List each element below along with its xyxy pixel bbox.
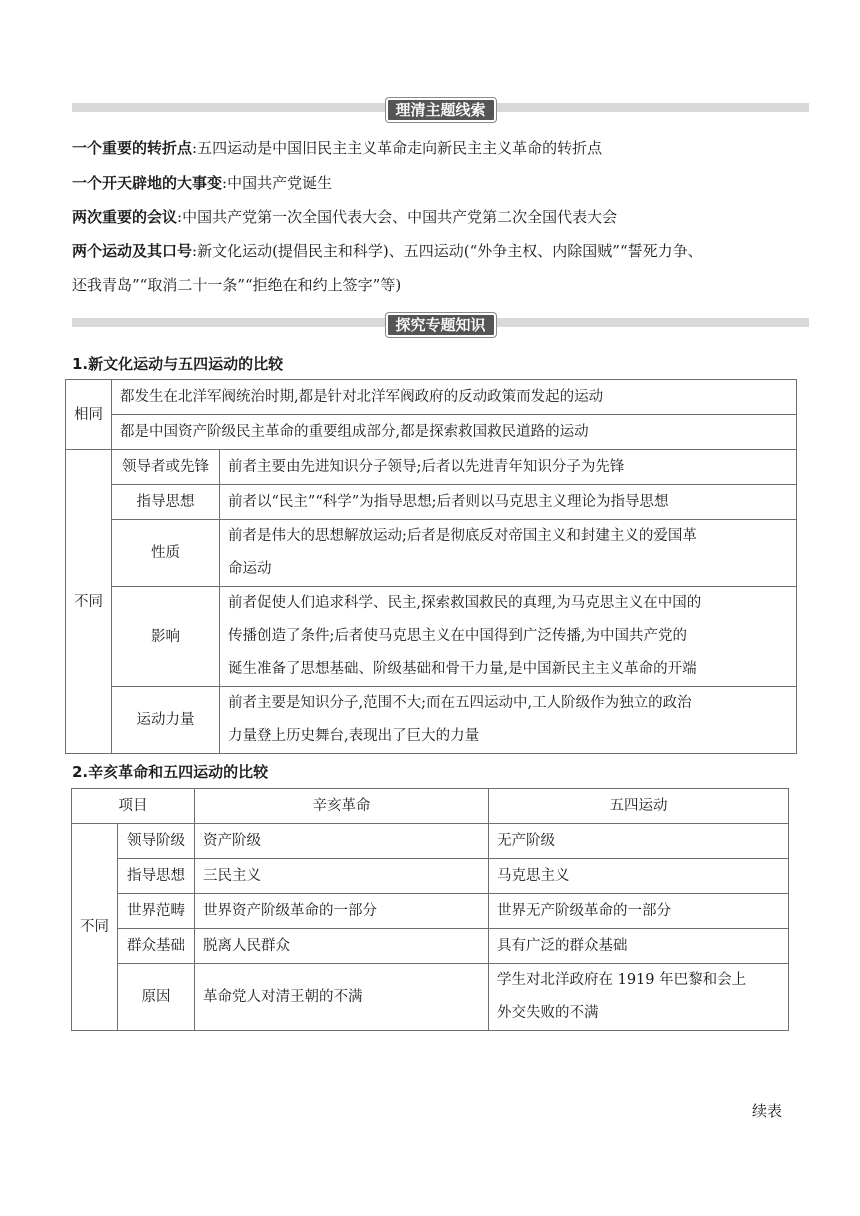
comparison-table-2 — [71, 788, 789, 1031]
section-banner-clues — [72, 98, 809, 118]
item-cell: 群众基础 — [118, 929, 195, 964]
table-row — [72, 824, 789, 859]
table-cell: 前者主要是知识分子,范围不大;而在五四运动中,工人阶级作为独立的政治 力量登上历史舞台,表现出了巨大的力量 — [220, 687, 797, 754]
table-cell: 革命党人对清王朝的不满 — [195, 964, 489, 1031]
table-cell: 资产阶级 — [195, 824, 489, 859]
item-cell: 指导思想 — [118, 859, 195, 894]
table-row — [66, 485, 797, 520]
clue-line: 两次重要的会议:中国共产党第一次全国代表大会、中国共产党第二次全国代表大会 — [72, 208, 618, 226]
clue-line: 一个重要的转折点:五四运动是中国旧民主主义革命走向新民主主义革命的转折点 — [72, 139, 603, 157]
continued-label: 续表 — [752, 1102, 783, 1120]
table-cell: 都是中国资产阶级民主革命的重要组成部分,都是探索救国救民道路的运动 — [112, 415, 797, 450]
table-cell: 世界无产阶级革命的一部分 — [489, 894, 789, 929]
item-cell: 世界范畴 — [118, 894, 195, 929]
banner-title: 探究专题知识 — [385, 313, 495, 337]
table-cell: 脱离人民群众 — [195, 929, 489, 964]
table-row — [66, 415, 797, 450]
row-group-label: 不同 — [72, 824, 118, 1031]
table-cell: 都发生在北洋军阀统治时期,都是针对北洋军阀政府的反动政策而发起的运动 — [112, 380, 797, 415]
table-row — [66, 587, 797, 687]
table-cell: 三民主义 — [195, 859, 489, 894]
item-cell: 性质 — [112, 520, 220, 587]
item-cell: 指导思想 — [112, 485, 220, 520]
column-header: 辛亥革命 — [195, 789, 489, 824]
table-cell: 前者以“民主”“科学”为指导思想;后者则以马克思主义理论为指导思想 — [220, 485, 797, 520]
item-cell: 领导者或先锋 — [112, 450, 220, 485]
table1-title: 1.新文化运动与五四运动的比较 — [72, 355, 284, 373]
table-row — [66, 380, 797, 415]
table-row — [72, 929, 789, 964]
section-banner-knowledge — [72, 313, 809, 333]
table2-title: 2.辛亥革命和五四运动的比较 — [72, 763, 269, 781]
column-header: 项目 — [72, 789, 195, 824]
table-row — [72, 859, 789, 894]
table-cell: 前者主要由先进知识分子领导;后者以先进青年知识分子为先锋 — [220, 450, 797, 485]
comparison-table-1 — [65, 379, 797, 754]
table-row — [72, 964, 789, 1031]
table-row — [66, 687, 797, 754]
table-header-row — [72, 789, 789, 824]
table-row — [72, 894, 789, 929]
table-cell: 前者是伟大的思想解放运动;后者是彻底反对帝国主义和封建主义的爱国革 命运动 — [220, 520, 797, 587]
table-cell: 世界资产阶级革命的一部分 — [195, 894, 489, 929]
clue-line-continued: 还我青岛”“取消二十一条”“拒绝在和约上签字”等) — [72, 276, 402, 294]
row-group-label: 相同 — [66, 380, 112, 450]
clue-line: 一个开天辟地的大事变:中国共产党诞生 — [72, 174, 333, 192]
banner-title: 理清主题线索 — [385, 98, 495, 122]
table-cell: 具有广泛的群众基础 — [489, 929, 789, 964]
item-cell: 影响 — [112, 587, 220, 687]
table-cell: 马克思主义 — [489, 859, 789, 894]
table-cell: 无产阶级 — [489, 824, 789, 859]
table-cell: 前者促使人们追求科学、民主,探索救国救民的真理,为马克思主义在中国的 传播创造了条件;后者使马克思主义在中国得到广泛传播,为中国共产党的 诞生准备了思想基础、阶级基础和骨干力量,是中国新民主主义革命的开端 — [220, 587, 797, 687]
row-group-label: 不同 — [66, 450, 112, 754]
item-cell: 运动力量 — [112, 687, 220, 754]
table-cell: 学生对北洋政府在 1919 年巴黎和会上 外交失败的不满 — [489, 964, 789, 1031]
column-header: 五四运动 — [489, 789, 789, 824]
clue-line: 两个运动及其口号:新文化运动(提倡民主和科学)、五四运动(“外争主权、内除国贼”“誓死力争、 — [72, 242, 703, 260]
item-cell: 领导阶级 — [118, 824, 195, 859]
item-cell: 原因 — [118, 964, 195, 1031]
table-row — [66, 450, 797, 485]
table-row — [66, 520, 797, 587]
